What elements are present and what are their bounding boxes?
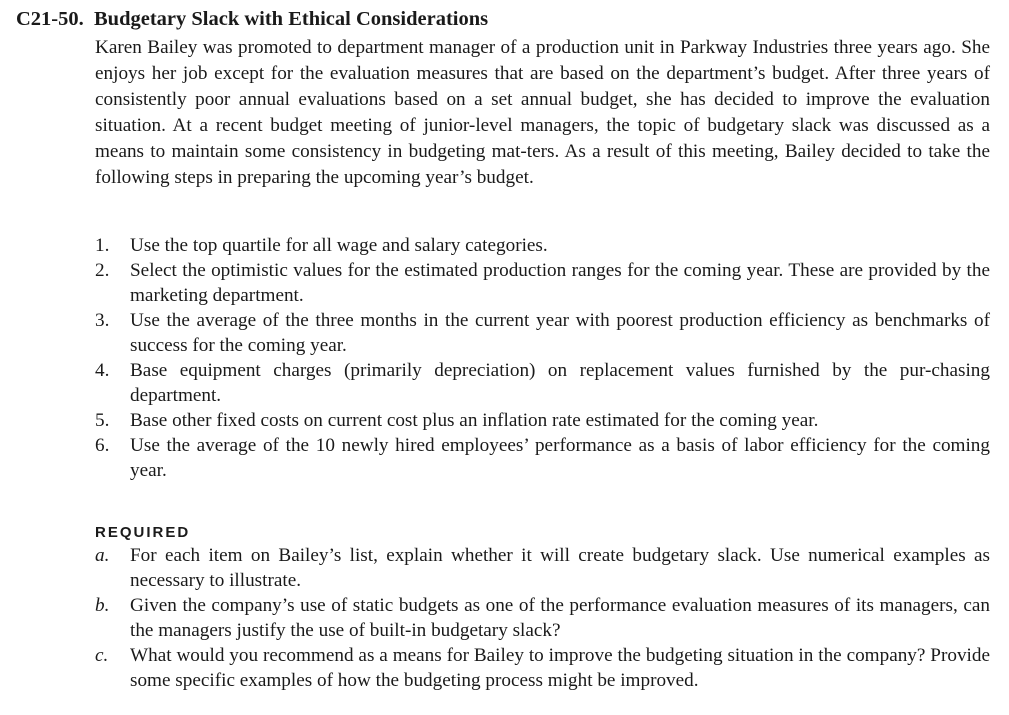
list-item-text: Base other fixed costs on current cost plus an inflation rate estimated for the coming year. — [130, 410, 819, 431]
list-item-number: 2. — [95, 260, 110, 281]
problem-title: Budgetary Slack with Ethical Considerations — [94, 8, 489, 30]
questions-list — [95, 543, 990, 693]
list-item-number: 1. — [95, 235, 110, 256]
question-item — [95, 643, 990, 693]
question-text: Given the company’s use of static budgets as one of the performance evaluation measures of its managers, can the managers justify the use of built-in budgetary slack? — [130, 595, 990, 641]
list-item — [95, 258, 990, 308]
list-item-number: 3. — [95, 310, 110, 331]
list-item-text: Base equipment charges (primarily depreciation) on replacement values furnished by the pur-chasing department. — [130, 360, 990, 406]
list-item-number: 4. — [95, 360, 110, 381]
list-item — [95, 408, 990, 433]
question-letter: c. — [95, 645, 109, 666]
list-item — [95, 233, 990, 258]
list-item — [95, 433, 990, 483]
list-item-text: Use the top quartile for all wage and salary categories. — [130, 235, 548, 256]
steps-list — [95, 233, 990, 483]
question-text: For each item on Bailey’s list, explain whether it will create budgetary slack. Use numerical examples as necessary to illustrate. — [130, 545, 990, 591]
list-item-text: Use the average of the 10 newly hired employees’ performance as a basis of labor efficiency for the coming year. — [130, 435, 990, 481]
list-item-text: Select the optimistic values for the estimated production ranges for the coming year. These are provided by the marketing department. — [130, 260, 990, 306]
list-item — [95, 358, 990, 408]
problem-heading — [16, 6, 488, 32]
question-text: What would you recommend as a means for Bailey to improve the budgeting situation in the company? Provide some specific examples of how the budgeting process might be improved. — [130, 645, 990, 691]
list-item-text: Use the average of the three months in the current year with poorest production efficiency as benchmarks of success for the coming year. — [130, 310, 990, 356]
list-item-number: 6. — [95, 435, 110, 456]
question-item — [95, 543, 990, 593]
list-item-number: 5. — [95, 410, 110, 431]
question-letter: b. — [95, 595, 110, 616]
required-heading: REQUIRED — [95, 524, 191, 541]
question-letter: a. — [95, 545, 110, 566]
problem-number: C21-50. — [16, 8, 84, 30]
list-item — [95, 308, 990, 358]
question-item — [95, 593, 990, 643]
problem-intro-paragraph: Karen Bailey was promoted to department manager of a production unit in Parkway Industries three years ago. She enjoys her job except for the evaluation measures that are based on the department’s budget. After three years of consistently poor annual evaluations based on a set annual budget, she has decided to improve the evaluation situation. At a recent budget meeting of junior-level managers, the topic of budgetary slack was discussed as a means to maintain some consistency in budgeting mat-ters. As a result of this meeting, Bailey decided to take the following steps in preparing the upcoming year’s budget. — [95, 37, 990, 188]
